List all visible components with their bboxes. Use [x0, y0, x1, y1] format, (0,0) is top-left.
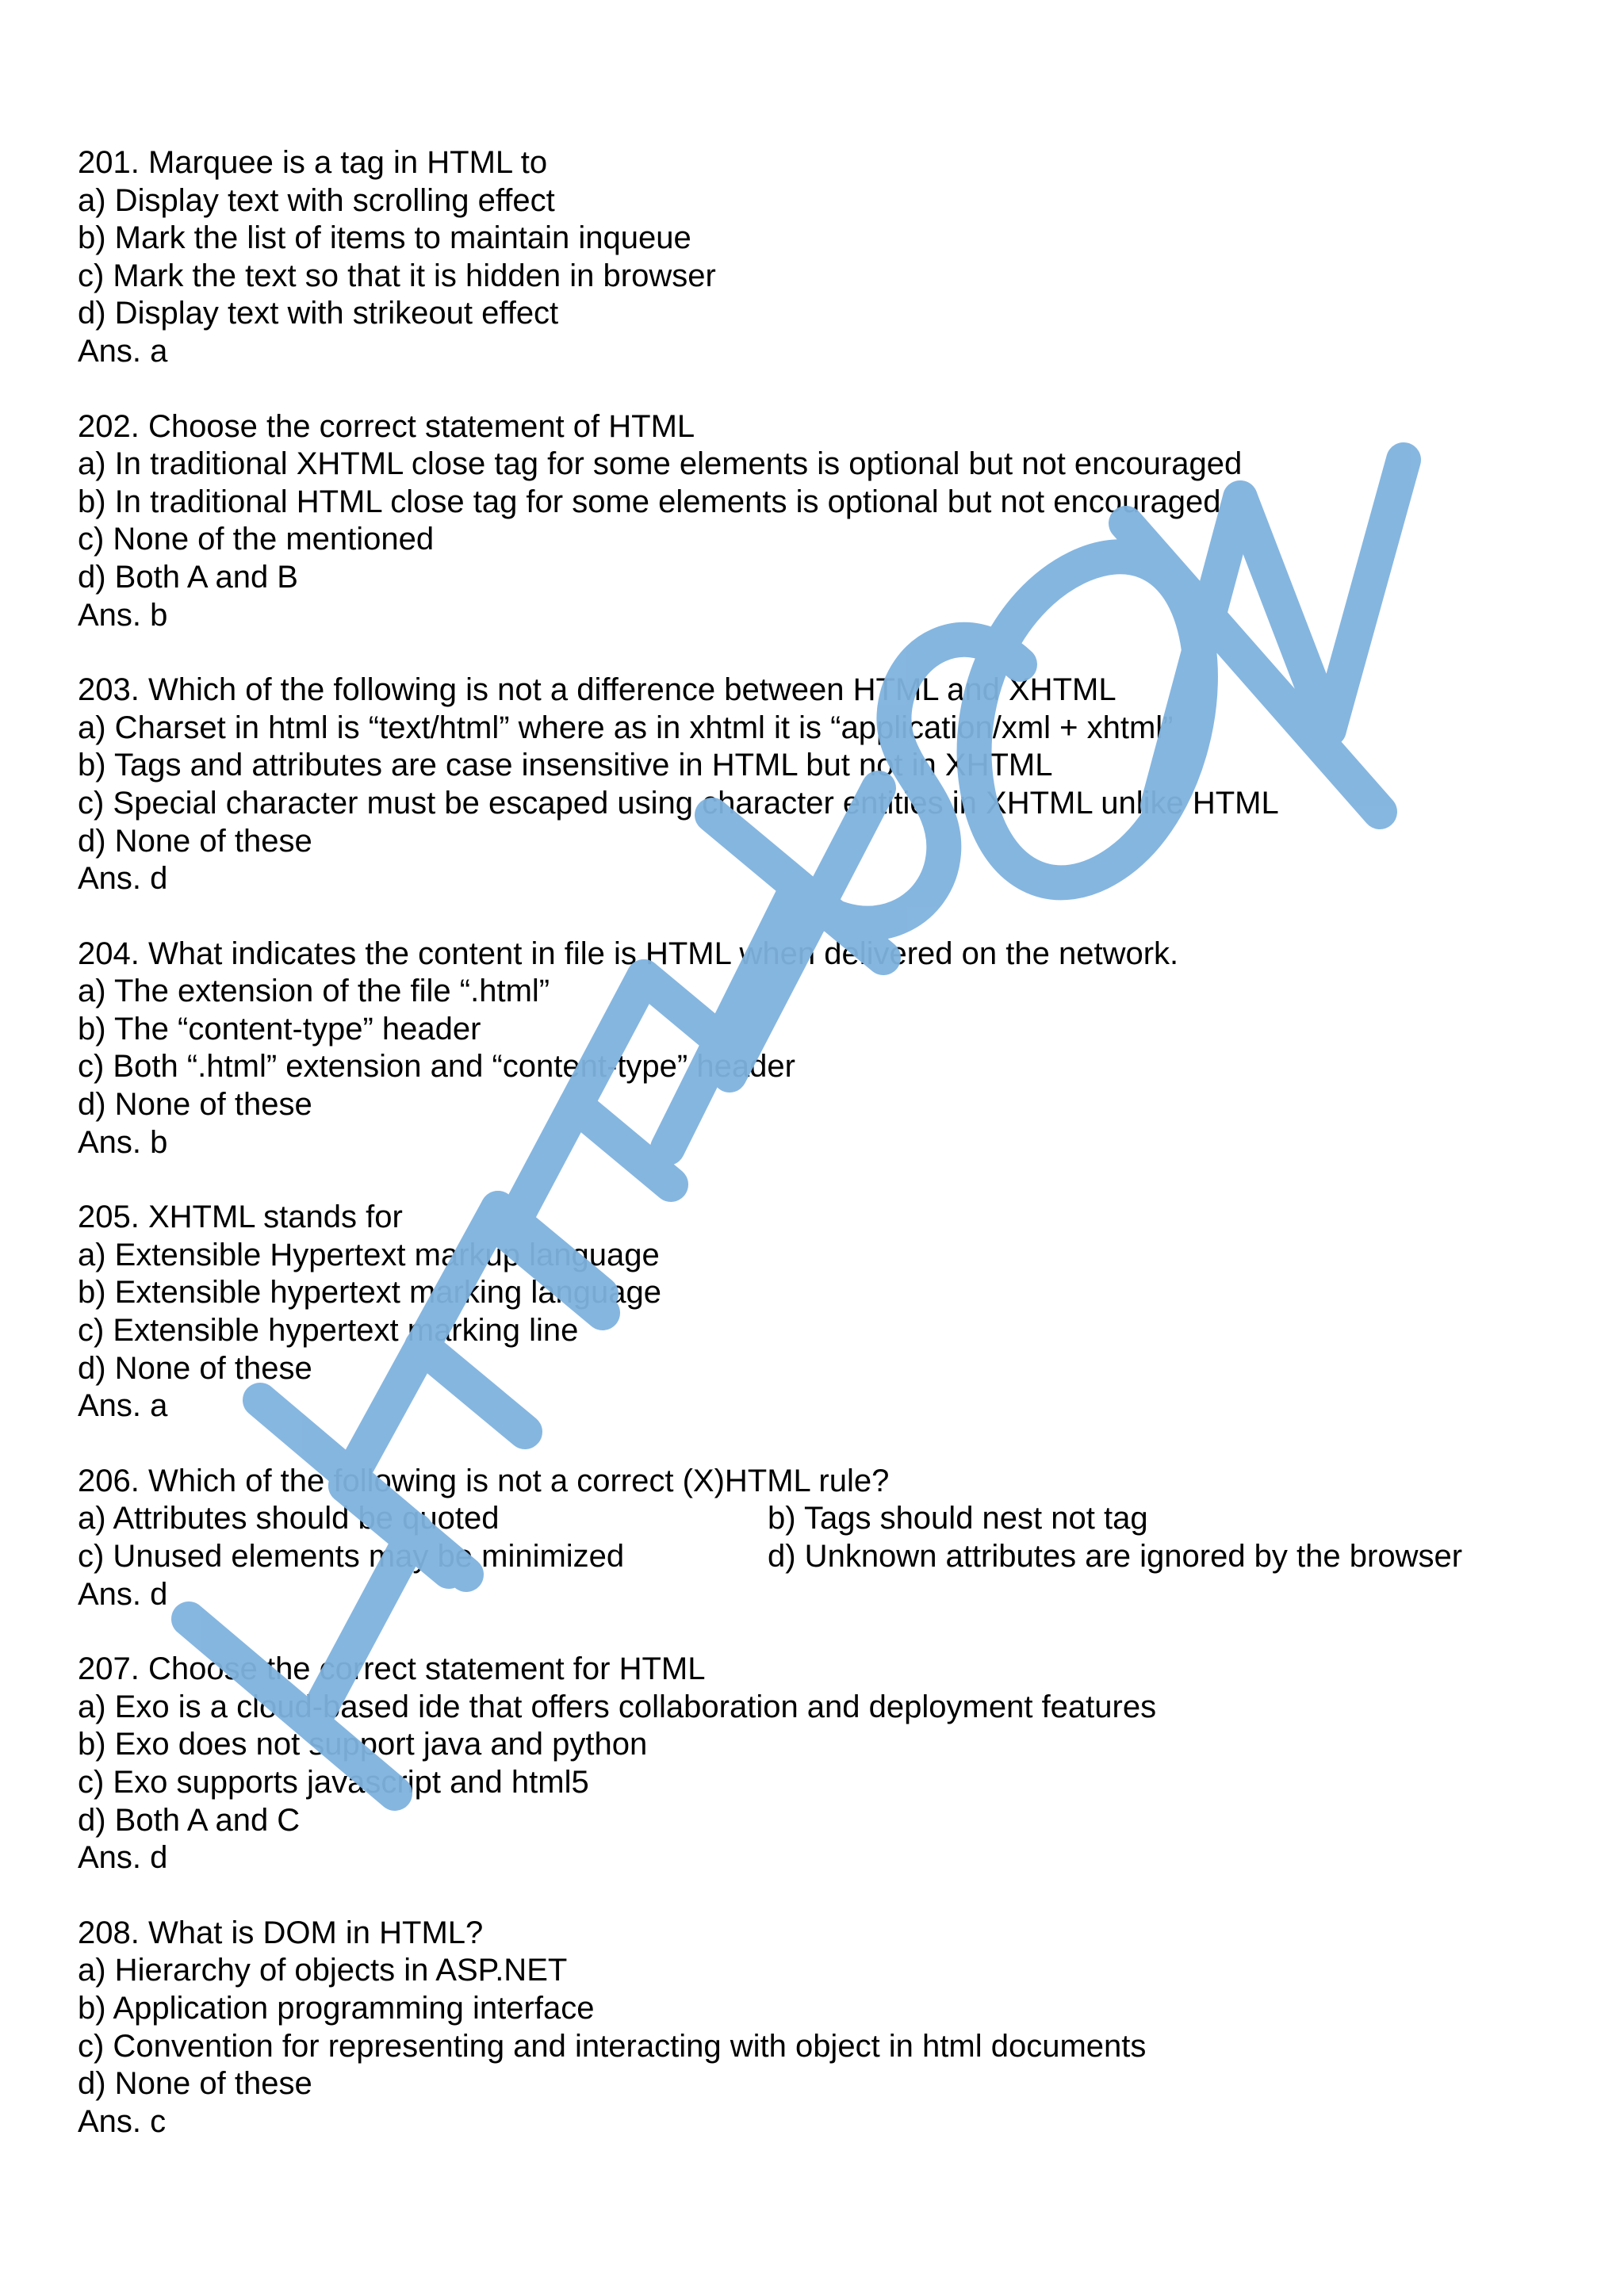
option-d: d) None of these	[78, 1350, 312, 1386]
option-c: c) Mark the text so that it is hidden in browser	[78, 258, 716, 293]
question-text: 207. Choose the correct statement for HTML	[78, 1651, 706, 1687]
question-text: 203. Which of the following is not a difference between HTML and XHTML	[78, 672, 1116, 708]
option-a: a) Charset in html is “text/html” where as in xhtml it is “application/xml + xhtml”	[78, 710, 1174, 745]
option-b: b) In traditional HTML close tag for some elements is optional but not encouraged	[78, 484, 1221, 519]
option-c: c) Both “.html” extension and “content-type” header	[78, 1049, 795, 1085]
option-c: c) None of the mentioned	[78, 522, 435, 557]
option-row	[78, 1500, 1568, 1538]
option-a: a) Exo is a cloud-based ide that offers collaboration and deployment features	[78, 1689, 1157, 1724]
question-text: 208. What is DOM in HTML?	[78, 1915, 484, 1950]
question-text: 205. XHTML stands for	[78, 1200, 403, 1235]
option-b: b) The “content-type” header	[78, 1011, 481, 1047]
question-block-203	[78, 672, 1568, 898]
option-d: d) None of these	[78, 823, 312, 859]
answer: Ans. d	[78, 1576, 168, 1612]
answer: Ans. b	[78, 597, 168, 633]
option-a: a) Hierarchy of objects in ASP.NET	[78, 1953, 568, 1988]
option-a: a) Attributes should be quoted	[78, 1501, 500, 1536]
option-c: c) Special character must be escaped using character entities in XHTML unlike HTML	[78, 785, 1279, 821]
question-block-207	[78, 1651, 1568, 1877]
question-list	[78, 144, 1568, 2178]
option-a: a) Display text with scrolling effect	[78, 182, 555, 218]
option-c: c) Unused elements may be minimized	[78, 1539, 625, 1574]
question-block-206	[78, 1463, 1568, 1613]
question-text: 206. Which of the following is not a correct (X)HTML rule?	[78, 1463, 890, 1498]
question-block-204	[78, 936, 1568, 1162]
answer: Ans. b	[78, 1124, 168, 1160]
question-text: 202. Choose the correct statement of HTML	[78, 408, 695, 444]
answer: Ans. d	[78, 861, 168, 897]
option-d: d) Display text with strikeout effect	[78, 296, 559, 331]
answer: Ans. a	[78, 1388, 168, 1424]
question-block-202	[78, 408, 1568, 635]
option-d: d) Both A and B	[78, 559, 298, 595]
option-c: c) Convention for representing and interacting with object in html documents	[78, 2028, 1147, 2064]
option-row	[78, 1538, 1568, 1576]
question-block-201	[78, 144, 1568, 371]
option-c: c) Extensible hypertext marking line	[78, 1313, 579, 1349]
option-a: a) The extension of the file “.html”	[78, 974, 550, 1009]
option-d: d) Unknown attributes are ignored by the browser	[768, 1539, 1463, 1574]
question-text: 201. Marquee is a tag in HTML to	[78, 145, 548, 180]
option-b: b) Mark the list of items to maintain inqueue	[78, 220, 691, 256]
question-block-205	[78, 1199, 1568, 1425]
option-d: d) Both A and C	[78, 1802, 301, 1838]
option-b: b) Application programming interface	[78, 1990, 595, 2026]
option-d: d) None of these	[78, 1087, 312, 1123]
answer: Ans. d	[78, 1840, 168, 1876]
option-b: b) Exo does not support java and python	[78, 1727, 648, 1762]
answer: Ans. c	[78, 2103, 167, 2139]
option-c: c) Exo supports javascript and html5	[78, 1764, 589, 1800]
option-a: a) Extensible Hypertext markup language	[78, 1237, 660, 1272]
option-b: b) Tags should nest not tag	[768, 1501, 1148, 1536]
option-b: b) Extensible hypertext marking language	[78, 1275, 661, 1311]
option-b: b) Tags and attributes are case insensitive in HTML but not in XHTML	[78, 748, 1053, 783]
question-block-208	[78, 1915, 1568, 2141]
question-text: 204. What indicates the content in file is HTML when delivered on the network.	[78, 936, 1179, 971]
answer: Ans. a	[78, 333, 168, 369]
option-d: d) None of these	[78, 2066, 312, 2102]
option-a: a) In traditional XHTML close tag for some elements is optional but not encouraged	[78, 446, 1243, 482]
